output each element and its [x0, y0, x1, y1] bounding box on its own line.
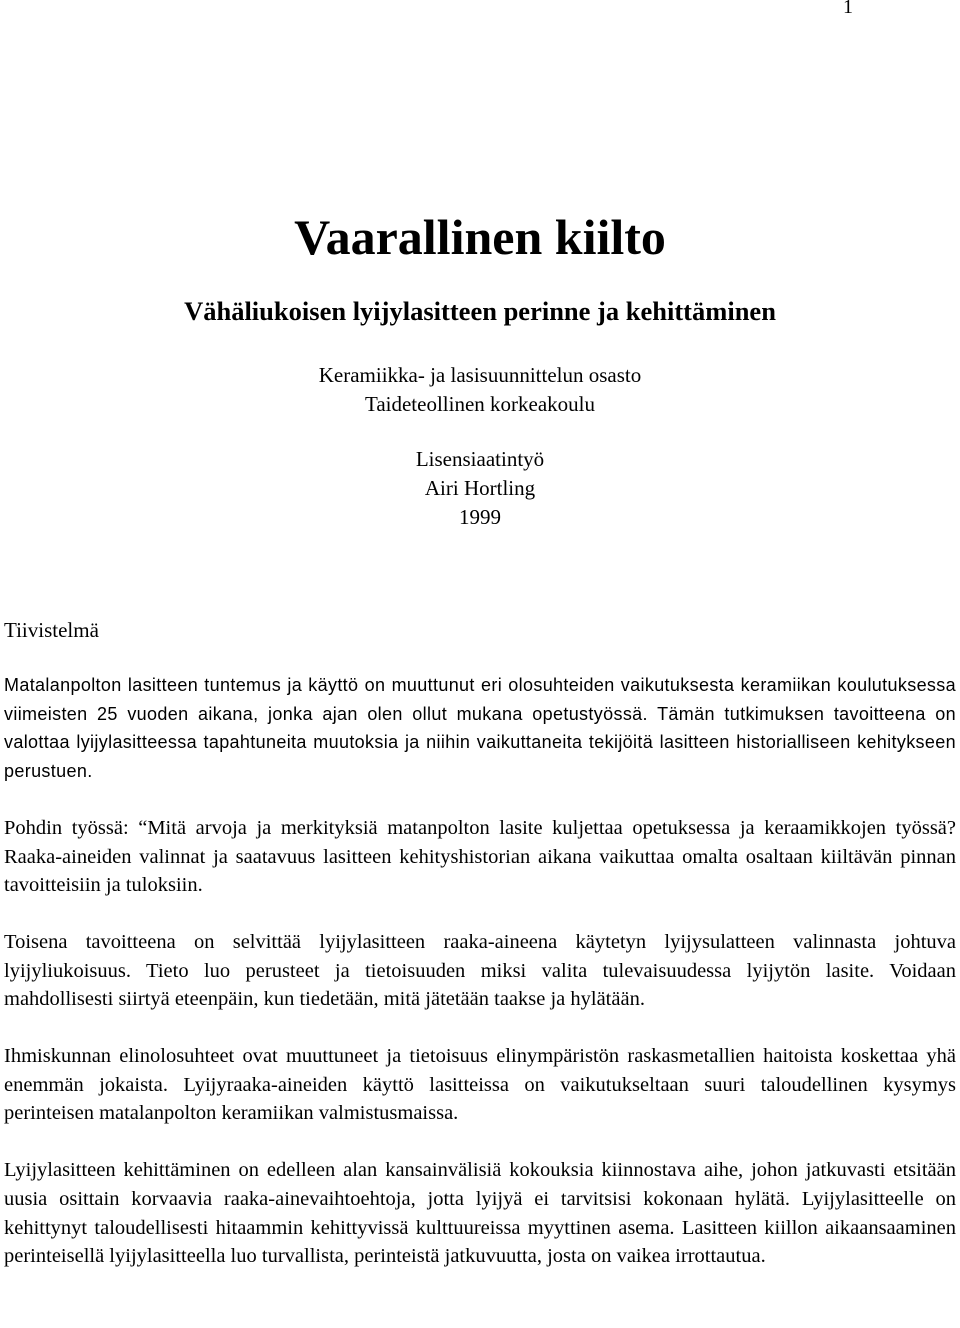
- abstract-paragraph: Pohdin työssä: “Mitä arvoja ja merkityksiä matanpolton lasite kuljettaa opetuksessa ja keraamikkojen työssä? Raaka-aineiden valinnat ja saatavuus lasitteen kehityshistorian aikana vaikuttaa omalta osaltaan kiiltävän pinnan tavoitteisiin ja tuloksiin.: [4, 816, 956, 897]
- document-subtitle: Vähäliukoisen lyijylasitteen perinne ja kehittäminen: [184, 296, 776, 326]
- publication-year: 1999: [459, 505, 501, 529]
- author-info-block: [0, 445, 960, 532]
- thesis-type: Lisensiaatintyö: [415, 447, 545, 471]
- author-name: Airi Hortling: [424, 476, 536, 500]
- abstract-heading: Tiivistelmä: [4, 618, 99, 642]
- abstract-paragraph: Ihmiskunnan elinolosuhteet ovat muuttuneet ja tietoisuus elinympäristön raskasmetallien haitoista koskettaa yhä enemmän jokaista. Lyijyraaka-aineiden käyttö lasitteissa on vaikutukseltaan suuri taloudellinen kysymys perinteisen matalanpolton keramiikan valmistusmaissa.: [4, 1045, 956, 1125]
- affiliation-block: [0, 361, 960, 419]
- abstract-paragraph: Matalanpolton lasitteen tuntemus ja käyttö on muuttunut eri olosuhteiden vaikutuksesta keramiikan koulutuksessa viimeisten 25 vuoden aikana, jonka ajan olen ollut mukana opetustyössä. Tämän tutkimuksen tavoitteena on valottaa lyijylasitteessa tapahtuneita muutoksia ja niihin vaikuttaneita tekijöitä lasitteen historialliseen kehitykseen perustuen.: [4, 675, 956, 782]
- institution-name: Taideteollinen korkeakoulu: [364, 392, 596, 416]
- abstract-paragraph: Toisena tavoitteena on selvittää lyijylasitteen raaka-aineena käytetyn lyijysulatteen valinnasta johtuva lyijyliukoisuus. Tieto luo perusteet ja tietoisuuden miksi valita tulevaisuudessa lyijytön lasite. Voidaan mahdollisesti siirtyä eteenpäin, kun tiedetään, mitä jätetään taakse ja hylätään.: [4, 930, 956, 1011]
- abstract-paragraph: Lyijylasitteen kehittäminen on edelleen alan kansainvälisiä kokouksia kiinnostava aihe, johon jatkuvasti etsitään uusia osittain korvaavia raaka-ainevaihtoehtoja, jotta lyijyä ei tarvitsisi kokonaan hylätä. Lyijylasitteelle on kehittynyt taloudellisesti hitaammin kehittyvissä kulttuureissa myyttinen asema. Lasitteen kiillon aikaansaaminen perinteisellä lyijylasitteella luo turvallista, perinteistä jatkuvuutta, josta on vaikea irrottautua.: [4, 1159, 956, 1268]
- department-name: Keramiikka- ja lasisuunnittelun osasto: [318, 363, 642, 387]
- document-title: Vaarallinen kiilto: [294, 209, 666, 265]
- page-number: 1: [843, 0, 853, 18]
- abstract-body: [4, 671, 956, 1299]
